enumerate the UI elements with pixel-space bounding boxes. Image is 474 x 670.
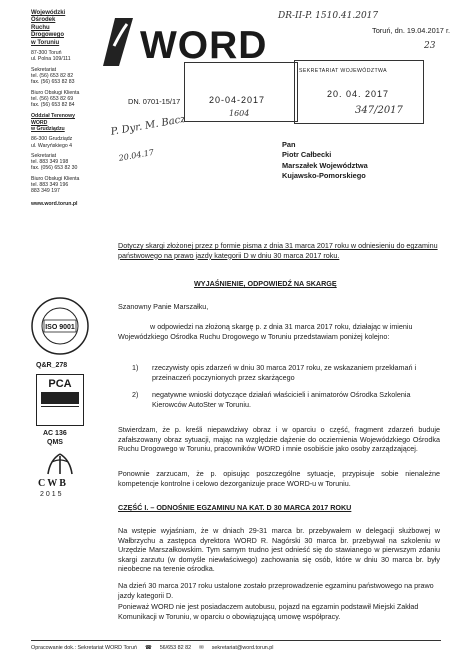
- qms-label: QMS: [47, 439, 63, 446]
- brand-wordmark: WORD: [140, 24, 268, 67]
- footer-rule: [31, 640, 441, 641]
- office-stamp: [294, 60, 424, 124]
- secretariat: Sekretariat tel. (56) 653 82 82 fax. (56) 653 82 83: [31, 66, 75, 86]
- subject: Dotyczy skargi złożonej przez p formie pisma z dnia 31 marca 2017 roku w odniesieniu do egzaminu państwowego na prawo jazdy kategorii D w dniu 30 marca 2017 roku.: [118, 241, 438, 260]
- intro: w odpowiedzi na złożoną skargę p. z dnia 31 marca 2017 roku, działając w imieniu Wojewódzkiego Ośrodka Ruchu Drogowego w Toruniu przedstawiam poniżej kolejno:: [118, 322, 413, 341]
- pca-bar: [41, 392, 79, 404]
- recipient-title: Marszałek Województwa: [282, 160, 368, 170]
- para-stwierdzam: Stwierdzam, że p. kreśli niepawdziwy obraz i w oparciu o część, fragment zdarzeń buduje zafałszowany obraz sytuacji, mając na względzie dążenie do ocziernienia Wojewódzkiego Ośrodka Ruchu Drogowego w Toruniu, pracowników WORD i mnie osobiście jako osoby zarządzającej.: [118, 425, 440, 454]
- section1-para2: Na dzień 30 marca 2017 roku ustalone zostało przeprowadzenie egzaminu państwowego na prawo jazdy kategorii D.: [118, 581, 434, 600]
- cwb-year: 2015: [40, 491, 64, 498]
- branch-client-office: Biuro Obsługi Klienta tel. 883 349 196 883 349 197: [31, 175, 80, 195]
- point-1-text: rzeczywisty opis zdarzeń w dniu 30 marca 2017 roku, ze wskazaniem przekłamań i przeinaczeń poczynionych przez skarżącego: [152, 363, 417, 382]
- point-2-text: negatywne wnioski dotyczące działań właścicieli i animatorów Ośrodka Szkolenia Kierowców AutoSter w Toruniu.: [152, 390, 411, 409]
- qr-label: Q&R_278: [36, 362, 68, 369]
- ac-number: AC 136: [43, 430, 67, 437]
- section1-heading: CZĘŚĆ I. – ODNOŚNIE EGZAMINU NA KAT. D 30 MARCA 2017 ROKU: [118, 503, 352, 512]
- section1-para3: Ponieważ WORD nie jest posiadaczem autobusu, pojazd na egzamin podstawił Miejski Zakład Komunikacji w Toruniu, w oparciu o obowiązującą umowę współpracy.: [118, 602, 419, 621]
- branch-secretariat: Sekretariat tel. 883 349 198 fax. (056) 653 82 30: [31, 152, 78, 172]
- place-date: Toruń, dn. 19.04.2017 r.: [372, 26, 451, 35]
- greeting: Szanowny Panie Marszałku,: [118, 302, 209, 311]
- client-office: Biuro Obsługi Klienta tel. (56) 653 82 69 fax. (56) 653 82 84: [31, 89, 80, 109]
- heading: WYJAŚNIENIE, ODPOWIEDŹ NA SKARGĘ: [194, 279, 337, 288]
- footer-prepared: Opracowanie dok.: Sekretariat WORD Toruń: [31, 645, 137, 651]
- address: 87-300 Toruń ul. Polna 109/111: [31, 50, 71, 63]
- iso-text: ISO 9001: [45, 324, 75, 331]
- recipient-region: Kujawsko-Pomorskiego: [282, 171, 366, 181]
- iso-badge: [30, 296, 90, 356]
- received-stamp: [184, 62, 298, 122]
- point-1: [132, 363, 440, 382]
- case-number-handwritten: DR-II-P. 1510.41.2017: [278, 11, 379, 21]
- pca-badge: [36, 374, 84, 426]
- sidebar: [31, 10, 91, 207]
- org-name: Wojewódzki Ośrodek Ruchu Drogowego w Toruniu: [31, 10, 66, 46]
- point-1-num: 1): [132, 363, 139, 372]
- office-stamp-title: SEKRETARIAT WOJEWÓDZTWA: [299, 68, 387, 74]
- point-2: [132, 390, 440, 409]
- received-stamp-date: 20-04-2017: [209, 95, 266, 105]
- footer-phone: 56/653 82 82: [159, 645, 192, 651]
- phone-icon: ☎: [144, 645, 152, 651]
- recipient-salutation: Pan: [282, 140, 296, 149]
- cwb-logo-icon: [40, 452, 80, 476]
- footer-email[interactable]: sekretariat@word.torun.pl: [211, 645, 274, 651]
- recipient: [282, 140, 368, 182]
- cwb-text: CWB: [38, 478, 68, 489]
- section1-para1: Na wstępie wyjaśniam, że w dniach 29-31 marca br. przebywałem w delegacji służbowej w Wałbrzychu a zastępca dyrektora WORD R. Nagórski 30 marca br. przebywał na szkoleniu w Urzędzie Marszałkowskim. Tym samym trudno jest odnieść się do stawianego w pierwszym zdaniu skargi zarzutu (w domyśle niewłaściwego) zachowania się osób, które w dniu 30 marca br. były nieobecne na terenie ośrodka.: [118, 526, 440, 574]
- office-stamp-number: 347/2017: [355, 105, 403, 116]
- website[interactable]: www.word.torun.pl: [31, 200, 78, 207]
- page-mark: 23: [424, 41, 436, 51]
- point-2-num: 2): [132, 390, 139, 399]
- handwritten-note: P. Dyr. M. Bacz: [110, 113, 187, 138]
- dn-number: DN. 0701-15/17: [128, 97, 181, 106]
- recipient-name: Piotr Całbecki: [282, 150, 332, 160]
- branch: Oddział Terenowy WORD w Grudziądzu: [31, 113, 76, 132]
- office-stamp-date: 20. 04. 2017: [327, 89, 390, 99]
- pca-lines: [41, 406, 79, 426]
- email-icon: ✉: [199, 645, 204, 651]
- handwritten-date: 20.04.17: [118, 147, 155, 163]
- branch-address: 86-300 Grudziądz ul. Waryńskiego 4: [31, 136, 73, 149]
- received-stamp-number: 1604: [229, 109, 250, 118]
- footer: [31, 645, 274, 651]
- para-ponownie: Ponownie zarzucam, że p. opisując poszczególne sytuacje, przypisuje sobie nienależne kompetencje kontrolne i celowo dezorganizuje prace WORD-u w Toruniu.: [118, 469, 440, 488]
- pca-text: PCA: [48, 378, 72, 390]
- word-logo-icon: [97, 16, 137, 68]
